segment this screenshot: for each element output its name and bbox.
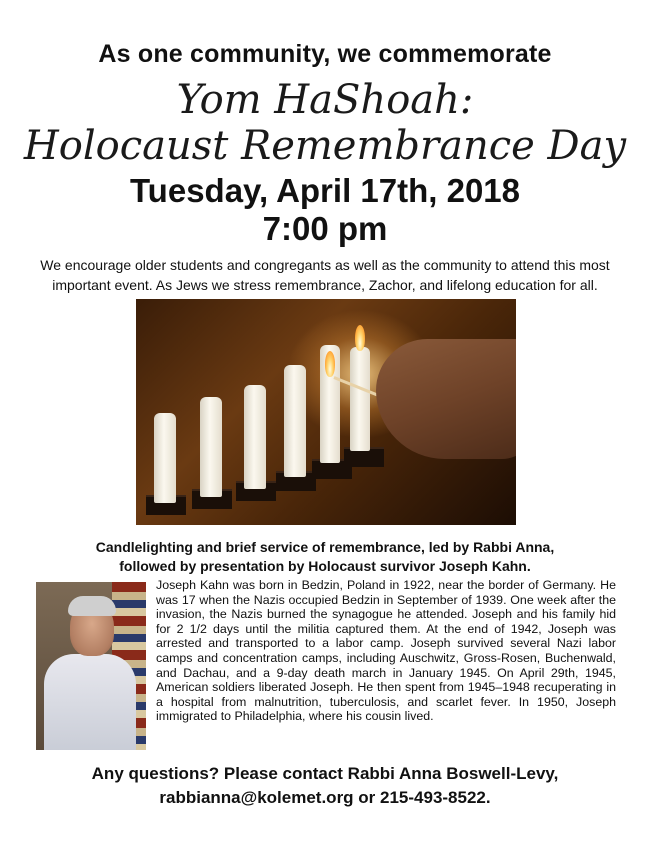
flame-icon (325, 351, 335, 377)
flame-icon (355, 325, 365, 351)
event-date: Tuesday, April 17th, 2018 (129, 172, 521, 209)
intro-paragraph: We encourage older students and congregants as well as the community to attend this most important event. As Jews we stress remembrance, Zachor, and lifelong education for all. (40, 257, 610, 293)
candle (350, 347, 370, 451)
contact-line-2[interactable]: rabbianna@kolemet.org or 215-493-8522. (159, 788, 491, 807)
candle (244, 385, 266, 489)
candle (154, 413, 176, 503)
candle (284, 365, 306, 477)
headline: As one community, we commemorate (98, 40, 552, 68)
event-title-line1: Yom HaShoah: (176, 77, 474, 123)
candle (200, 397, 222, 497)
portrait-photo-icon (36, 582, 146, 750)
hand (376, 339, 516, 459)
survivor-bio: Joseph Kahn was born in Bedzin, Poland in 1922, near the border of Germany. He was 17 when the Nazis occupied Bedzin in September of 1939. One week after the invasion, the Nazis burned the synagogue he attended. Joseph and his family hid for 2 1/2 days until the militia captured them. At the end of 1942, Joseph was arrested and transported to a labor camp. Joseph survived several Nazi labor camps and concentration camps, including Auschwitz, Gross-Rosen, Buchenwald, and Dachau, and a 9-day death march in January 1945. On April 29th, 1945, American soldiers liberated Joseph. He then spent from 1945–1948 recuperating in a hospital from malnutrition, tuberculosis, and scarlet fever. In 1950, Joseph immigrated to Philadelphia, where his cousin lived. (156, 578, 616, 724)
caption-line-2: followed by presentation by Holocaust survivor Joseph Kahn. (119, 558, 531, 574)
shirt (44, 654, 136, 750)
caption-line-1: Candlelighting and brief service of remembrance, led by Rabbi Anna, (95, 539, 555, 555)
contact-info (0, 762, 650, 810)
event-time: 7:00 pm (262, 210, 388, 247)
event-title-line2: Holocaust Remembrance Day (23, 123, 627, 169)
contact-line-1: Any questions? Please contact Rabbi Anna Boswell-Levy, (91, 764, 559, 783)
hair (68, 596, 116, 616)
candle-lighting-photo-icon (136, 299, 516, 525)
service-caption (0, 538, 650, 576)
